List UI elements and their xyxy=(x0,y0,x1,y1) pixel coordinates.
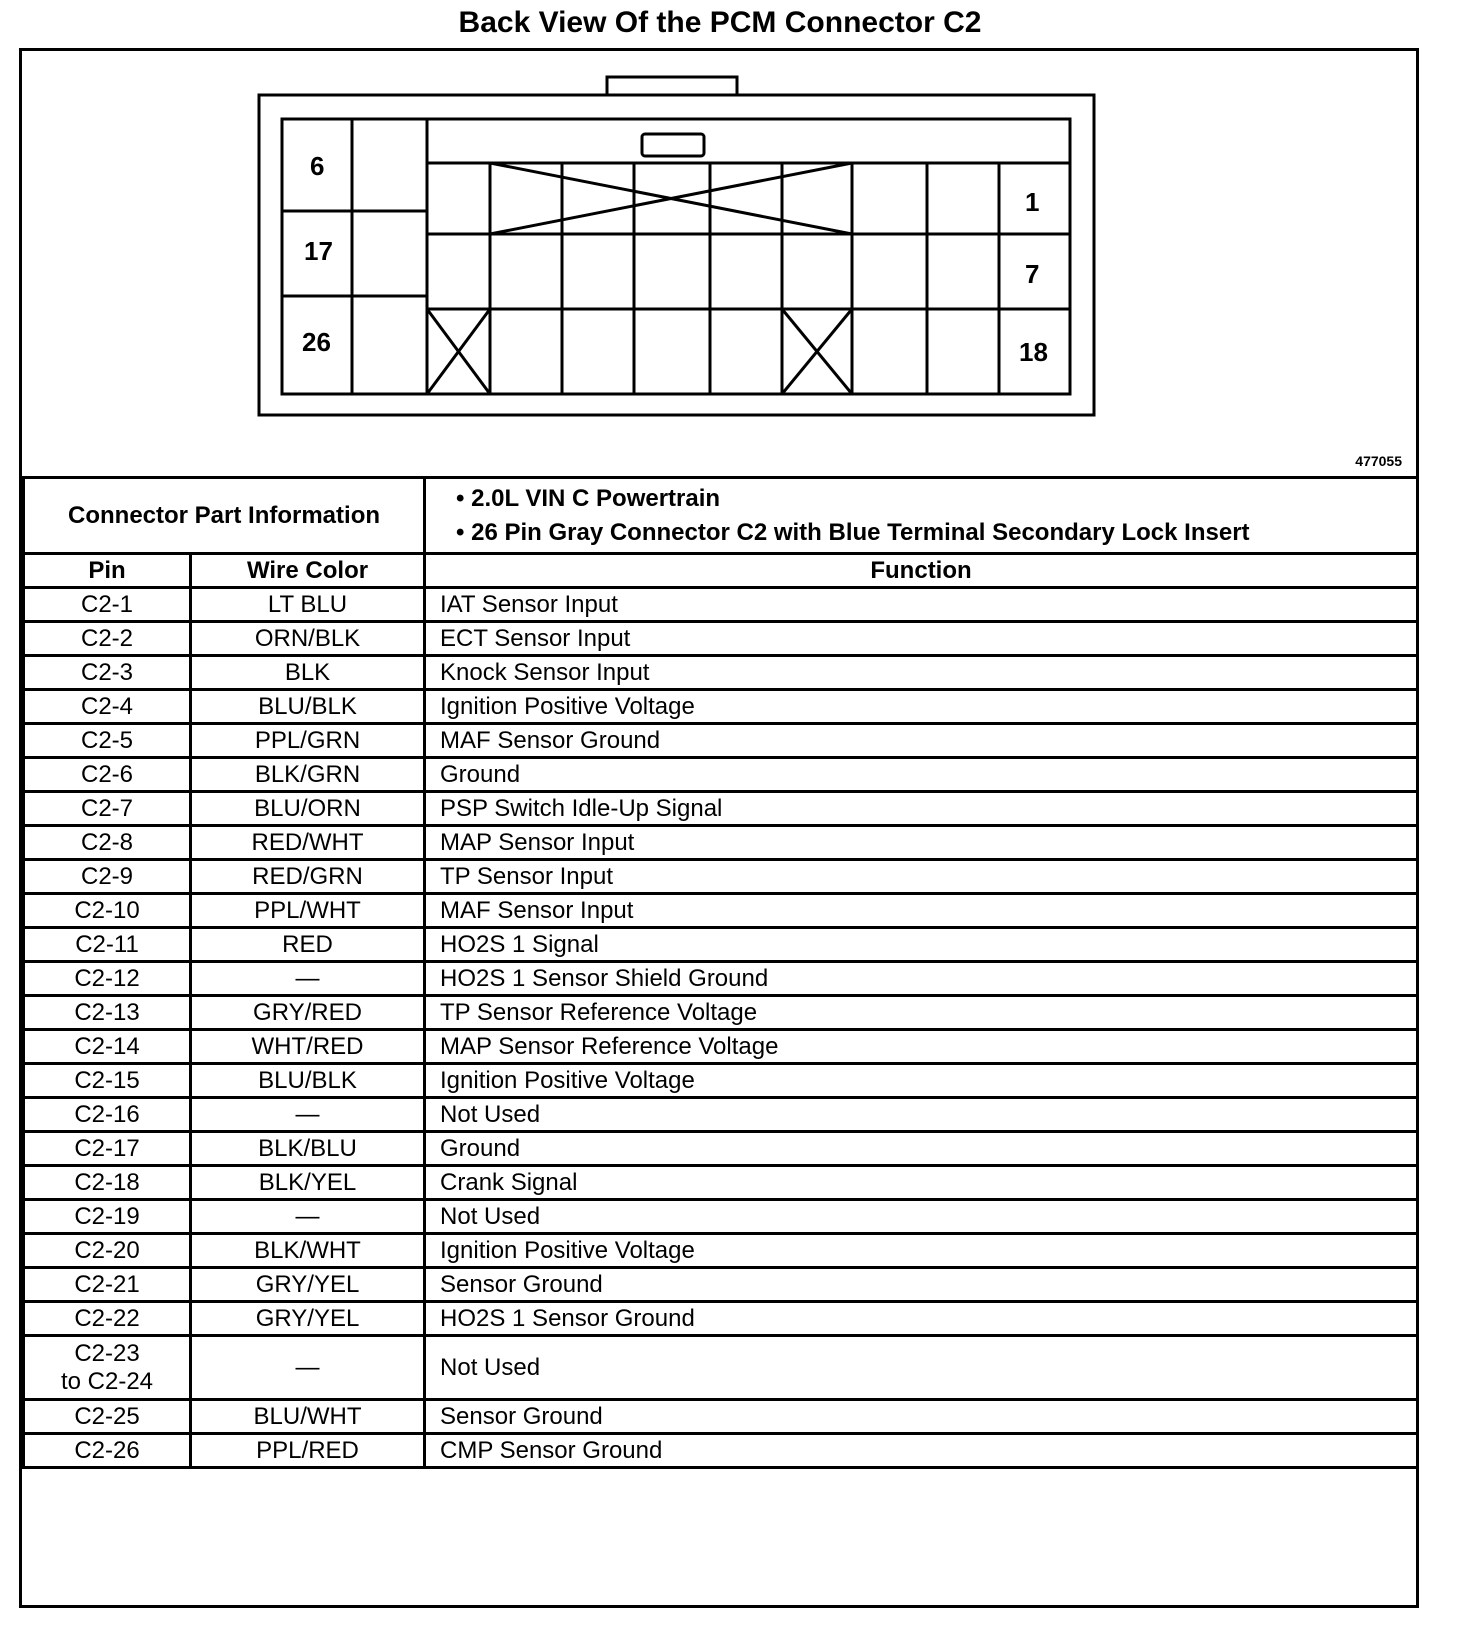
lock-slot xyxy=(642,134,704,156)
pin-cell: C2-19 xyxy=(24,1200,191,1234)
function-cell: Not Used xyxy=(425,1098,1418,1132)
connector-inner-body xyxy=(282,119,1070,394)
table-row xyxy=(24,792,1418,826)
pin-cell: C2-21 xyxy=(24,1268,191,1302)
table-row xyxy=(24,758,1418,792)
wire-color-cell: BLU/BLK xyxy=(191,1064,425,1098)
pin-cell: C2-16 xyxy=(24,1098,191,1132)
wire-color-cell: PPL/RED xyxy=(191,1434,425,1468)
connector-part-info-bullets xyxy=(425,478,1418,554)
function-cell: Ignition Positive Voltage xyxy=(425,1234,1418,1268)
connector-document-frame xyxy=(19,48,1419,1608)
pin-cell: C2-13 xyxy=(24,996,191,1030)
function-cell: HO2S 1 Sensor Shield Ground xyxy=(425,962,1418,996)
pin-cell: C2-1 xyxy=(24,588,191,622)
wire-color-cell: — xyxy=(191,1336,425,1400)
wire-color-cell: — xyxy=(191,1200,425,1234)
wire-color-cell: GRY/YEL xyxy=(191,1302,425,1336)
wire-color-cell: PPL/WHT xyxy=(191,894,425,928)
pin-cell: C2-17 xyxy=(24,1132,191,1166)
pin-cell: C2-8 xyxy=(24,826,191,860)
pin-cell: C2-15 xyxy=(24,1064,191,1098)
table-row xyxy=(24,1064,1418,1098)
function-cell: Ground xyxy=(425,1132,1418,1166)
wire-color-cell: BLK/BLU xyxy=(191,1132,425,1166)
function-cell: ECT Sensor Input xyxy=(425,622,1418,656)
pin-cell: C2-25 xyxy=(24,1400,191,1434)
pin-cell: C2-3 xyxy=(24,656,191,690)
wire-color-cell: GRY/RED xyxy=(191,996,425,1030)
wire-color-cell: BLU/BLK xyxy=(191,690,425,724)
table-row xyxy=(24,1434,1418,1468)
function-cell: IAT Sensor Input xyxy=(425,588,1418,622)
wire-color-cell: BLU/ORN xyxy=(191,792,425,826)
pin-cell: C2-10 xyxy=(24,894,191,928)
connector-diagram xyxy=(22,51,1416,476)
pin-cell: C2-5 xyxy=(24,724,191,758)
table-row xyxy=(24,724,1418,758)
wire-color-cell: — xyxy=(191,1098,425,1132)
table-row xyxy=(24,656,1418,690)
table-row xyxy=(24,690,1418,724)
function-cell: TP Sensor Reference Voltage xyxy=(425,996,1418,1030)
table-row xyxy=(24,1234,1418,1268)
pin-label-6: 6 xyxy=(310,151,325,181)
latch-tab xyxy=(607,77,737,95)
pin-cell: C2-18 xyxy=(24,1166,191,1200)
function-cell: MAP Sensor Reference Voltage xyxy=(425,1030,1418,1064)
wire-color-cell: BLU/WHT xyxy=(191,1400,425,1434)
connector-part-info-label: Connector Part Information xyxy=(24,478,425,554)
wire-color-cell: RED/WHT xyxy=(191,826,425,860)
table-row xyxy=(24,1200,1418,1234)
function-cell: Sensor Ground xyxy=(425,1400,1418,1434)
function-cell: Sensor Ground xyxy=(425,1268,1418,1302)
wire-color-cell: BLK/GRN xyxy=(191,758,425,792)
column-header-wire-color: Wire Color xyxy=(191,554,425,588)
wire-color-cell: RED xyxy=(191,928,425,962)
wire-color-cell: BLK/WHT xyxy=(191,1234,425,1268)
wire-color-cell: GRY/YEL xyxy=(191,1268,425,1302)
wire-color-cell: RED/GRN xyxy=(191,860,425,894)
info-row xyxy=(24,478,1418,554)
table-row xyxy=(24,1166,1418,1200)
wire-color-cell: WHT/RED xyxy=(191,1030,425,1064)
table-row xyxy=(24,1098,1418,1132)
function-cell: MAF Sensor Input xyxy=(425,894,1418,928)
wire-color-cell: PPL/GRN xyxy=(191,724,425,758)
pin-cell: C2-7 xyxy=(24,792,191,826)
pin-cell: C2-11 xyxy=(24,928,191,962)
function-cell: HO2S 1 Sensor Ground xyxy=(425,1302,1418,1336)
figure-id: 477055 xyxy=(1355,453,1402,469)
pin-cell: C2-9 xyxy=(24,860,191,894)
wire-color-cell: BLK xyxy=(191,656,425,690)
function-cell: CMP Sensor Ground xyxy=(425,1434,1418,1468)
table-row xyxy=(24,1132,1418,1166)
page-title: Back View Of the PCM Connector C2 xyxy=(458,6,982,39)
pin-cell: C2-22 xyxy=(24,1302,191,1336)
function-cell: MAF Sensor Ground xyxy=(425,724,1418,758)
wire-color-cell: ORN/BLK xyxy=(191,622,425,656)
pin-label-17: 17 xyxy=(304,236,333,266)
wire-color-cell: LT BLU xyxy=(191,588,425,622)
pin-cell: C2-23 to C2-24 xyxy=(24,1336,191,1400)
function-cell: Ignition Positive Voltage xyxy=(425,690,1418,724)
table-row xyxy=(24,860,1418,894)
table-row xyxy=(24,1030,1418,1064)
table-row xyxy=(24,928,1418,962)
table-row xyxy=(24,996,1418,1030)
pin-cell: C2-14 xyxy=(24,1030,191,1064)
function-cell: HO2S 1 Signal xyxy=(425,928,1418,962)
function-cell: Not Used xyxy=(425,1200,1418,1234)
pin-table xyxy=(22,476,1419,1469)
pin-cell: C2-26 xyxy=(24,1434,191,1468)
function-cell: Knock Sensor Input xyxy=(425,656,1418,690)
function-cell: Ground xyxy=(425,758,1418,792)
table-row xyxy=(24,588,1418,622)
pin-cell: C2-6 xyxy=(24,758,191,792)
pin-label-1: 1 xyxy=(1025,187,1040,217)
info-bullet: • 26 Pin Gray Connector C2 with Blue Terminal Secondary Lock Insert xyxy=(456,518,1250,546)
table-row xyxy=(24,622,1418,656)
column-header-function: Function xyxy=(425,554,1418,588)
pin-label-7: 7 xyxy=(1025,259,1040,289)
connector-drawing xyxy=(22,51,1416,476)
function-cell: MAP Sensor Input xyxy=(425,826,1418,860)
table-row xyxy=(24,1400,1418,1434)
pin-cell: C2-20 xyxy=(24,1234,191,1268)
pin-label-18: 18 xyxy=(1019,337,1048,367)
wire-color-cell: BLK/YEL xyxy=(191,1166,425,1200)
connector-housing xyxy=(259,95,1094,415)
function-cell: PSP Switch Idle-Up Signal xyxy=(425,792,1418,826)
pin-cell: C2-4 xyxy=(24,690,191,724)
header-row xyxy=(24,554,1418,588)
table-row xyxy=(24,962,1418,996)
wire-color-cell: — xyxy=(191,962,425,996)
table-row xyxy=(24,1302,1418,1336)
info-bullet: • 2.0L VIN C Powertrain xyxy=(456,484,721,512)
pin-cell: C2-12 xyxy=(24,962,191,996)
table-row xyxy=(24,894,1418,928)
pin-cell: C2-2 xyxy=(24,622,191,656)
pin-label-26: 26 xyxy=(302,327,331,357)
table-row xyxy=(24,1336,1418,1400)
function-cell: Crank Signal xyxy=(425,1166,1418,1200)
function-cell: TP Sensor Input xyxy=(425,860,1418,894)
table-row xyxy=(24,826,1418,860)
column-header-pin: Pin xyxy=(24,554,191,588)
function-cell: Not Used xyxy=(425,1336,1418,1400)
table-row xyxy=(24,1268,1418,1302)
function-cell: Ignition Positive Voltage xyxy=(425,1064,1418,1098)
